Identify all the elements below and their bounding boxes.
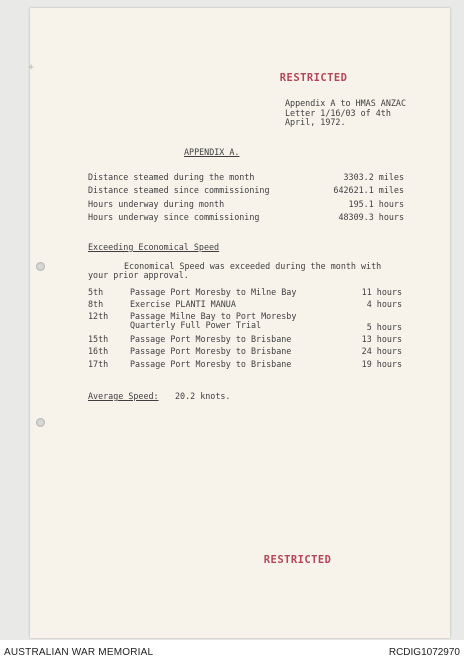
stat-label: Distance steamed since commissioning xyxy=(88,185,270,195)
stat-label: Hours underway during month xyxy=(88,199,225,209)
entry-description: Passage Port Moresby to Brisbane xyxy=(130,359,292,369)
stat-value: 48309.3 hours xyxy=(338,212,404,222)
entry-hours: 11 hours xyxy=(361,287,402,297)
paragraph-line: your prior approval. xyxy=(88,270,189,280)
entry-hours: 19 hours xyxy=(361,359,402,369)
stat-label: Hours underway since commissioning xyxy=(88,212,260,222)
entry-description: Passage Port Moresby to Milne Bay xyxy=(130,287,297,297)
stat-label: Distance steamed during the month xyxy=(88,172,255,182)
entry-hours: 4 hours xyxy=(366,299,402,309)
punch-hole xyxy=(36,262,45,271)
stat-value: 642621.1 miles xyxy=(333,185,404,195)
entry-day: 16th xyxy=(88,346,109,356)
header-note-line: April, 1972. xyxy=(285,117,346,127)
entry-description: Passage Milne Bay to Port Moresby xyxy=(130,311,297,321)
footer-bar xyxy=(0,640,464,666)
average-speed-label: Average Speed: xyxy=(88,391,159,401)
stat-value: 3303.2 miles xyxy=(343,172,404,182)
entry-day: 12th xyxy=(88,311,109,321)
footer-source: AUSTRALIAN WAR MEMORIAL xyxy=(4,647,154,658)
footer-id: RCDIG1072970 xyxy=(388,647,460,658)
punch-hole xyxy=(36,418,45,427)
restricted-stamp-bottom: RESTRICTED xyxy=(263,553,332,566)
header-note-line: Appendix A to HMAS ANZAC xyxy=(285,98,407,108)
entry-day: 15th xyxy=(88,334,109,344)
appendix-title: APPENDIX A. xyxy=(184,147,240,157)
restricted-stamp-top: RESTRICTED xyxy=(279,71,348,84)
entry-description: Quarterly Full Power Trial xyxy=(130,320,262,330)
entry-day: 5th xyxy=(88,287,104,297)
pencil-mark: + xyxy=(28,62,35,73)
paragraph-line: Economical Speed was exceeded during the month with xyxy=(124,261,382,271)
entry-day: 8th xyxy=(88,299,104,309)
entry-hours: 5 hours xyxy=(366,322,402,332)
stat-value: 195.1 hours xyxy=(348,199,404,209)
entry-day: 17th xyxy=(88,359,109,369)
entry-hours: 13 hours xyxy=(361,334,402,344)
entry-description: Exercise PLANTI MANUA xyxy=(130,299,236,309)
header-note-line: Letter 1/16/03 of 4th xyxy=(285,108,391,118)
entry-description: Passage Port Moresby to Brisbane xyxy=(130,334,292,344)
entry-description: Passage Port Moresby to Brisbane xyxy=(130,346,292,356)
entry-hours: 24 hours xyxy=(361,346,402,356)
average-speed-value: 20.2 knots. xyxy=(175,391,231,401)
section-heading: Exceeding Economical Speed xyxy=(88,242,220,252)
